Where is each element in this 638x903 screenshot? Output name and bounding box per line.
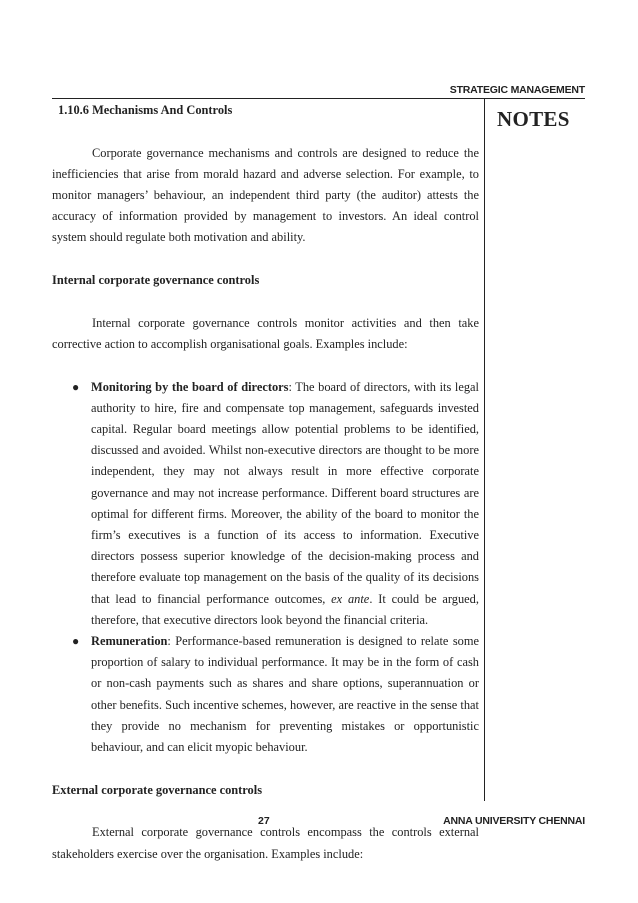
- spacer: [52, 249, 479, 271]
- intro-paragraph: Corporate governance mechanisms and controls are designed to reduce the inefficiencies that arise from morald hazard and adverse selection. For example, to monitor managers’ behaviour, an independent third party (the auditor) attests the accuracy of information provided by management to investors. An ideal control system should regulate both motivation and ability.: [52, 145, 479, 245]
- footer-institution: ANNA UNIVERSITY CHENNAI: [443, 815, 585, 827]
- spacer: [52, 121, 479, 143]
- notes-label: NOTES: [497, 107, 570, 131]
- running-header: STRATEGIC MANAGEMENT: [449, 84, 585, 96]
- bullet-emphasis: ex ante: [331, 591, 370, 606]
- external-controls-paragraph: External corporate governance controls encompass the controls external stakeholders exercise over the organisation. Examples include:: [52, 825, 479, 861]
- internal-controls-heading: Internal corporate governance controls: [52, 273, 260, 288]
- bullet-text: : Performance-based remuneration is designed to relate some proportion of salary to individual performance. It may be in the form of cash or non-cash payments such as shares and share options, superannuation or other benefits. Such incentive schemes, however, are reactive in the sense that they provide no mechanism for preventing mistakes or opportunistic behaviour, and can elicit myopic behaviour.: [91, 634, 479, 755]
- page-number: 27: [258, 815, 270, 827]
- external-controls-heading: External corporate governance controls: [52, 782, 263, 797]
- bullet-term: Remuneration: [91, 634, 168, 649]
- section-title: 1.10.6 Mechanisms And Controls: [58, 103, 233, 117]
- bullet-icon: ●: [72, 634, 80, 649]
- bullet-text-end: . It could be argued, therefore, that executive directors look beyond the financial criteria.: [91, 591, 479, 627]
- bullet-term: Monitoring by the board of directors: [91, 379, 289, 394]
- internal-controls-paragraph: Internal corporate governance controls monitor activities and then take corrective action to accomplish organisational goals. Examples include:: [52, 315, 479, 351]
- spacer: [52, 291, 479, 313]
- spacer: [52, 355, 479, 377]
- header-rule: [52, 98, 585, 99]
- bullet-icon: ●: [72, 379, 80, 394]
- main-content: [52, 100, 479, 865]
- controls-list: [52, 377, 479, 759]
- list-item: [52, 377, 479, 631]
- bullet-text: : The board of directors, with its legal authority to hire, fire and compensate top management, safeguards invested capital. Regular board meetings allow potential problems to be identified, discussed and avoided. Whilst non-executive directors are thought to be more independent, they may not always result in more effective corporate governance and may not increase performance. Different board structures are optimal for different firms. Moreover, the ability of the board to monitor the firm’s executives is a function of its access to information. Executive directors possess superior knowledge of the decision-making process and therefore evaluate top management on the basis of the quality of its decisions that lead to financial performance outcomes,: [91, 379, 479, 606]
- margin-divider: [484, 98, 485, 801]
- spacer: [52, 758, 479, 780]
- list-item: [52, 631, 479, 758]
